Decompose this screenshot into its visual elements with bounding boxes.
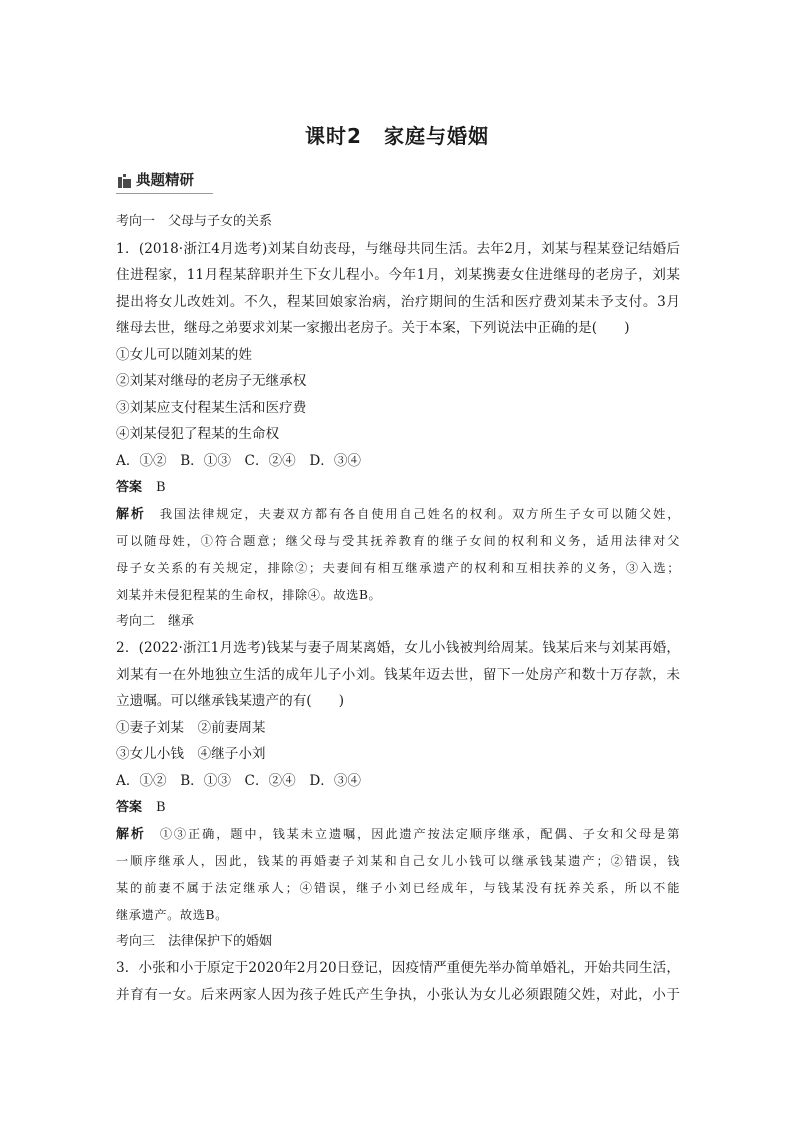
question-3 bbox=[116, 955, 680, 1008]
answer-label: 答案 bbox=[116, 480, 143, 495]
question-line: 提出将女儿改姓刘。不久，程某回娘家治病，治疗期间的生活和医疗费刘某未予支付。3月 bbox=[116, 293, 680, 310]
section-marker-icon bbox=[118, 174, 131, 188]
analysis-line bbox=[116, 821, 680, 848]
question-line: 1．(2018·浙江4月选考)刘某自幼丧母，与继母共同生活。去年2月，刘某与程某登记结婚后 bbox=[116, 240, 680, 257]
answer-value: B bbox=[156, 800, 166, 815]
analysis-text: 我国法律规定，夫妻双方都有各自使用自己姓名的权利。双方所生子女可以随父姓， bbox=[159, 506, 681, 521]
section-label: 典题精研 bbox=[136, 173, 194, 189]
lesson-number: 课时2 bbox=[305, 124, 362, 148]
question-line: 住进程家，11月程某辞职并生下女儿程小。今年1月，刘某携妻女住进继母的老房子，刘某 bbox=[116, 267, 680, 283]
topic-heading: 考向三 法律保护下的婚姻 bbox=[116, 933, 273, 949]
analysis-text: ①③正确，题中，钱某未立遗嘱，因此遗产按法定顺序继承，配偶、子女和父母是第 bbox=[159, 826, 681, 841]
analysis-line: 母子女关系的有关规定，排除②；夫妻间有相互继承遗产的权利和互相扶养的义务，③入选； bbox=[116, 560, 680, 575]
question-line: 继母去世，继母之弟要求刘某一家搬出老房子。关于本案，下列说法中正确的是( ) bbox=[116, 320, 630, 336]
answer-label: 答案 bbox=[116, 800, 143, 815]
analysis-line: 某的前妻不属于法定继承人；④错误，继子小刘已经成年，与钱某没有抚养关系，所以不能 bbox=[116, 880, 680, 895]
document-body bbox=[116, 209, 680, 1008]
answer-row bbox=[116, 474, 680, 501]
analysis-label: 解析 bbox=[116, 826, 146, 842]
answer-row bbox=[116, 794, 680, 821]
analysis-line bbox=[116, 501, 680, 528]
page-title bbox=[0, 122, 794, 150]
question-2 bbox=[116, 635, 680, 929]
topic-heading: 考向一 父母与子女的关系 bbox=[116, 214, 273, 229]
answer-choices: A．①② B．①③ C．②④ D．③④ bbox=[116, 772, 362, 789]
analysis-label: 解析 bbox=[116, 506, 146, 522]
question-line: 并育有一女。后来两家人因为孩子姓氏产生争执，小张认为女儿必须跟随父姓，对此，小于 bbox=[116, 986, 680, 1003]
analysis-line: 可以随母姓，①符合题意；继父母与受其抚养教育的继子女间的权利和义务，适用法律对父 bbox=[116, 533, 680, 548]
section-underline bbox=[116, 193, 213, 194]
option-item: ③女儿小钱 ④继子小刘 bbox=[116, 746, 266, 762]
analysis-line: 刘某并未侵犯程某的生命权，排除④。故选B。 bbox=[116, 587, 382, 602]
question-1 bbox=[116, 236, 680, 609]
analysis-line: 一顺序继承人，因此，钱某的再婚妻子刘某和自己女儿小钱可以继承钱某遗产；②错误，钱 bbox=[116, 853, 680, 868]
option-item: ④刘某侵犯了程某的生命权 bbox=[116, 426, 280, 442]
topic-heading: 考向二 继承 bbox=[116, 613, 195, 629]
lesson-topic: 家庭与婚姻 bbox=[383, 124, 489, 148]
answer-value: B bbox=[156, 480, 166, 495]
option-item: ②刘某对继母的老房子无继承权 bbox=[116, 373, 307, 389]
option-item: ①女儿可以随刘某的姓 bbox=[116, 346, 252, 363]
question-line: 立遗嘱。可以继承钱某遗产的有( ) bbox=[116, 693, 345, 709]
option-item: ③刘某应支付程某生活和医疗费 bbox=[116, 399, 307, 416]
answer-choices: A．①② B．①③ C．②④ D．③④ bbox=[116, 452, 362, 469]
question-line: 2．(2022·浙江1月选考)钱某与妻子周某离婚，女儿小钱被判给周某。钱某后来与刘某再婚， bbox=[116, 640, 680, 656]
question-line: 刘某有一在外地独立生活的成年儿子小刘。钱某年迈去世，留下一处房产和数十万存款，未 bbox=[116, 666, 680, 683]
analysis-line: 继承遗产。故选B。 bbox=[116, 907, 228, 922]
question-line: 3．小张和小于原定于2020年2月20日登记，因疫情严重便先举办简单婚礼，开始共同生活， bbox=[116, 960, 680, 976]
option-item: ①妻子刘某 ②前妻周某 bbox=[116, 719, 266, 736]
section-header bbox=[116, 172, 213, 194]
